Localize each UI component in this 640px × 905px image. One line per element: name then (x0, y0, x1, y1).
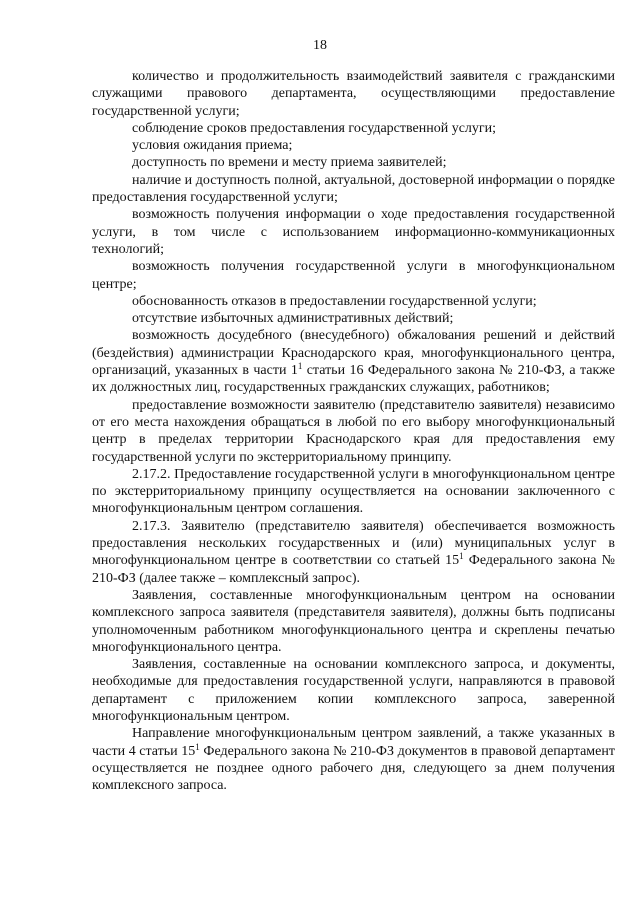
paragraph (92, 310, 615, 327)
paragraph-text: возможность получения информации о ходе предоставления государственной услуги, в том числе с использованием информационно-коммуникационных технологий; (92, 207, 615, 257)
paragraph-text: Направление многофункциональным центром заявлений, а также указанных в части 4 статьи 15 (92, 726, 615, 759)
paragraph (92, 172, 615, 207)
paragraph-text: количество и продолжительность взаимодействий заявителя с гражданскими служащими правового департамента, осуществляющими предоставление государственной услуги; (92, 69, 615, 119)
paragraph (92, 466, 615, 518)
paragraph-text: Федерального закона № 210-ФЗ документов в правовой департамент осуществляется не позднее одного рабочего дня, следующего за днем получения комплексного запроса. (92, 743, 615, 794)
paragraph (92, 587, 615, 656)
paragraph (92, 656, 615, 725)
paragraph (92, 68, 615, 120)
paragraph (92, 137, 615, 154)
superscript: 1 (459, 551, 464, 562)
paragraph-text: Федерального закона № 210-ФЗ (далее также – комплексный запрос). (92, 553, 615, 586)
document-body (92, 68, 615, 794)
paragraph (92, 725, 615, 794)
paragraph (92, 397, 615, 466)
paragraph-text: наличие и доступность полной, актуальной, достоверной информации о порядке предоставления государственной услуги; (92, 172, 615, 206)
paragraph-text: отсутствие избыточных административных действий; (132, 311, 454, 327)
superscript: 1 (195, 741, 200, 752)
paragraph-text: соблюдение сроков предоставления государственной услуги; (132, 120, 497, 136)
paragraph-text: предоставление возможности заявителю (представителю заявителя) независимо от его места нахождения обращаться в любой по его выбору многофункциональный центр в пределах территории Краснодарского края для предоставления ему государственной услуги по экстерриториальному принципу. (92, 397, 615, 465)
paragraph (92, 206, 615, 258)
paragraph (92, 154, 615, 171)
paragraph-text: возможность получения государственной услуги в многофункциональном центре; (92, 259, 615, 292)
paragraph (92, 293, 615, 310)
superscript: 1 (297, 361, 303, 372)
paragraph-text: Заявления, составленные на основании комплексного запроса, и документы, необходимые для предоставления государственной услуги, направляются в правовой департамент с приложением копии комплексного запроса, заверенной многофункциональным центром. (92, 657, 615, 724)
paragraph-text: возможность досудебного (внесудебного) обжалования решений и действий (бездействия) администрации Краснодарского края, многофункционального центра, организаций, указанных в части 1 (92, 328, 615, 379)
paragraph-text: 2.17.3. Заявителю (представителю заявителя) обеспечивается возможность предоставления нескольких государственных и (или) муниципальных услуг в многофункциональном центре в соответствии со статьей 15 (92, 518, 615, 569)
paragraph-text: статьи 16 Федерального закона № 210-ФЗ, а также их должностных лиц, государственных гражданских служащих, работников; (92, 363, 615, 396)
paragraph-text: условия ожидания приема; (132, 138, 293, 154)
paragraph-text: доступность по времени и месту приема заявителей; (132, 155, 447, 171)
paragraph (92, 327, 615, 396)
paragraph (92, 258, 615, 293)
paragraph (92, 518, 615, 587)
paragraph (92, 120, 615, 137)
page-number: 18 (313, 38, 327, 53)
paragraph-text: обоснованность отказов в предоставлении государственной услуги; (132, 293, 537, 309)
paragraph-text: 2.17.2. Предоставление государственной услуги в многофункциональном центре по экстерриториальному принципу осуществляется на основании заключенного с многофункциональным центром соглашения. (92, 466, 615, 517)
paragraph-text: Заявления, составленные многофункциональным центром на основании комплексного запроса заявителя (представителя заявителя), должны быть подписаны уполномоченным работником многофункционального центра и скреплены печатью многофункционального центра. (92, 587, 615, 655)
